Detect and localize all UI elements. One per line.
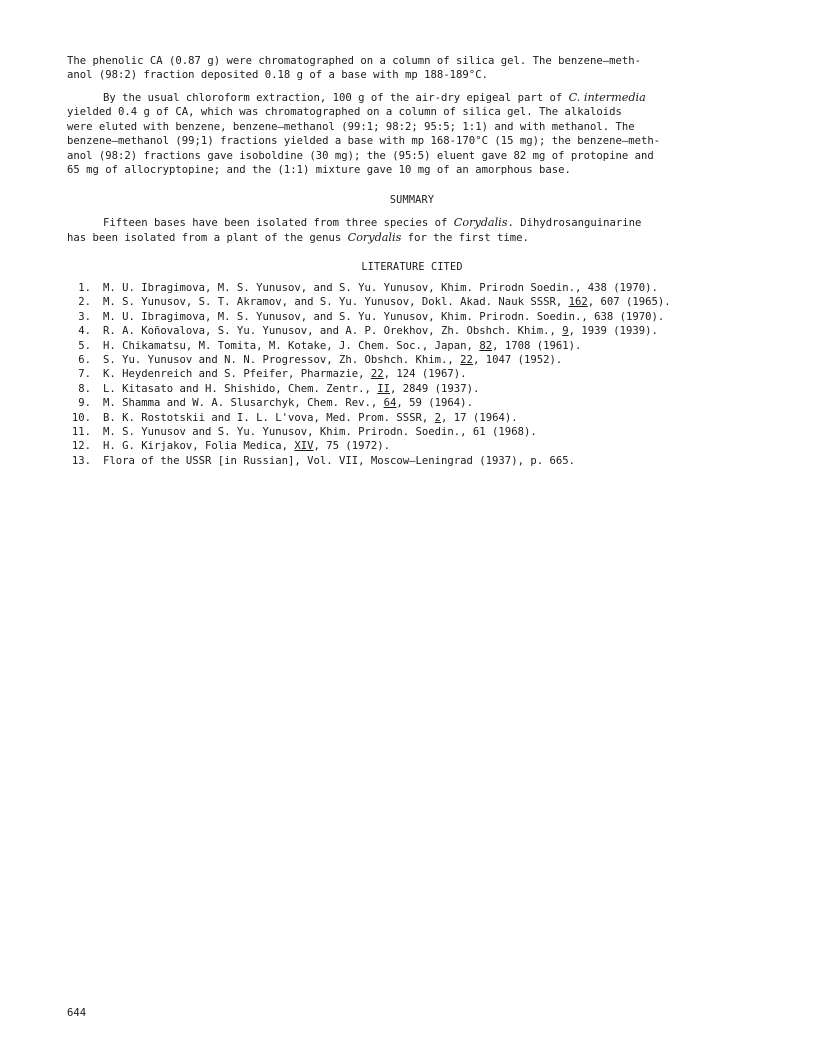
reference-text: , 1708 (1961). — [492, 339, 582, 352]
text-line: anol (98:2) fractions gave isoboldine (30 mg); the (95:5) eluent gave 82 mg of protopine and — [67, 149, 654, 162]
reference-volume: XIV — [294, 440, 314, 453]
text-line — [67, 231, 757, 245]
text-line: The phenolic CA (0.87 g) were chromatographed on a column of silica gel. The benzene—meth- — [67, 55, 642, 67]
reference-number: 8. — [78, 382, 91, 395]
reference-item — [67, 367, 767, 381]
reference-text: , 17 (1964). — [441, 411, 518, 424]
text-line: anol (98:2) fraction deposited 0.18 g of a base with mp 188-189°C. — [67, 69, 488, 82]
reference-item — [67, 382, 767, 396]
reference-text: , 59 (1964). — [396, 397, 473, 410]
reference-number: 3. — [78, 310, 91, 323]
reference-text: L. Kitasato and H. Shishido, Chem. Zentr., — [103, 382, 378, 395]
reference-volume: 82 — [479, 339, 493, 352]
reference-number: 6. — [78, 354, 91, 367]
reference-item — [67, 454, 767, 468]
species-name: C. intermedia — [568, 91, 646, 104]
reference-number: 4. — [78, 325, 91, 338]
text-line — [67, 91, 757, 105]
reference-item — [67, 295, 767, 309]
reference-text: , 607 (1965). — [587, 296, 671, 309]
reference-item — [67, 339, 767, 353]
literature-heading: LITERATURE CITED — [361, 262, 463, 273]
reference-number: 5. — [78, 339, 91, 352]
reference-volume: 64 — [383, 397, 397, 410]
reference-number: 1. — [78, 282, 91, 294]
reference-number: 11. — [71, 426, 91, 439]
reference-number: 10. — [71, 411, 91, 424]
genus-name: Corydalis — [453, 216, 508, 230]
reference-text: , 124 (1967). — [383, 368, 467, 381]
text-line: were eluted with benzene, benzene—methanol (99:1; 98:2; 95:5; 1:1) and with methanol. The — [67, 120, 635, 133]
reference-volume: 9 — [562, 325, 569, 338]
reference-number: 12. — [71, 440, 91, 453]
reference-text: H. Chikamatsu, M. Tomita, M. Kotake, J. Chem. Soc., Japan, — [103, 339, 480, 352]
reference-volume: 22 — [370, 368, 384, 381]
reference-text: , 1939 (1939). — [568, 325, 658, 338]
summary-heading: SUMMARY — [389, 195, 435, 206]
reference-item — [67, 396, 767, 410]
reference-item — [67, 411, 767, 425]
reference-volume: II — [377, 382, 391, 395]
reference-text: R. A. Koñovalova, S. Yu. Yunusov, and A. P. Orekhov, Zh. Obshch. Khim., — [103, 325, 563, 338]
reference-item — [67, 439, 767, 453]
reference-volume: 2 — [434, 411, 442, 424]
reference-item — [67, 281, 767, 295]
text-span: . Dihydrosanguinarine — [507, 217, 642, 230]
text-line: 65 mg of allocryptopine; and the (1:1) mixture gave 10 mg of an amorphous base. — [67, 164, 571, 177]
reference-list — [67, 281, 767, 468]
reference-text: K. Heydenreich and S. Pfeifer, Pharmazie, — [103, 368, 371, 381]
summary-section — [67, 194, 757, 245]
text-span: Fifteen bases have been isolated from three species of — [103, 217, 454, 230]
reference-number: 7. — [78, 368, 91, 381]
paragraph-intermedia-extraction — [67, 91, 757, 177]
reference-item — [67, 353, 767, 367]
reference-text: B. K. Rostotskii and I. L. L'vova, Med. Prom. SSSR, — [103, 411, 435, 424]
literature-heading-wrap — [67, 261, 757, 275]
reference-text: M. U. Ibragimova, M. S. Yunusov, and S. Yu. Yunusov, Khim. Prirodn. Soedin., 638 (1970). — [103, 310, 665, 323]
text-line — [67, 216, 757, 230]
reference-text: , 1047 (1952). — [472, 354, 563, 367]
reference-volume: 162 — [568, 296, 588, 309]
text-line: yielded 0.4 g of CA, which was chromatographed on a column of silica gel. The alkaloids — [67, 106, 622, 119]
reference-item — [67, 324, 767, 338]
text-span: By the usual chloroform extraction, 100 g of the air-dry epigeal part of — [103, 92, 569, 104]
reference-number: 9. — [78, 397, 91, 410]
reference-item — [67, 310, 767, 324]
reference-text: , 75 (1972). — [313, 440, 391, 453]
reference-text: S. Yu. Yunusov and N. N. Progressov, Zh. Obshch. Khim., — [103, 354, 461, 367]
reference-number: 13. — [71, 454, 91, 467]
reference-text: M. Shamma and W. A. Slusarchyk, Chem. Rev., — [103, 397, 384, 410]
reference-number: 2. — [78, 296, 91, 309]
text-span: has been isolated from a plant of the genus — [67, 231, 348, 244]
reference-text: Flora of the USSR [in Russian], Vol. VII, Moscow—Leningrad (1937), p. 665. — [103, 454, 575, 467]
reference-text: M. S. Yunusov, S. T. Akramov, and S. Yu. Yunusov, Dokl. Akad. Nauk SSSR, — [103, 296, 569, 309]
reference-text: , 2849 (1937). — [390, 382, 480, 395]
genus-name: Corydalis — [347, 230, 402, 244]
reference-volume: 22 — [460, 354, 473, 367]
paragraph-phenolic-ca — [67, 54, 757, 83]
reference-item — [67, 425, 767, 439]
reference-text: M. S. Yunusov and S. Yu. Yunusov, Khim. Prirodn. Soedin., 61 (1968). — [103, 426, 537, 439]
page-number: 644 — [67, 1007, 87, 1019]
text-line: benzene—methanol (99;1) fractions yielded a base with mp 168-170°C (15 mg); the benzene—meth- — [67, 135, 661, 148]
reference-text: H. G. Kirjakov, Folia Medica, — [103, 440, 295, 453]
reference-text: M. U. Ibragimova, M. S. Yunusov, and S. Yu. Yunusov, Khim. Prirodn Soedin., 438 (1970). — [103, 282, 658, 294]
text-span: for the first time. — [401, 231, 529, 244]
